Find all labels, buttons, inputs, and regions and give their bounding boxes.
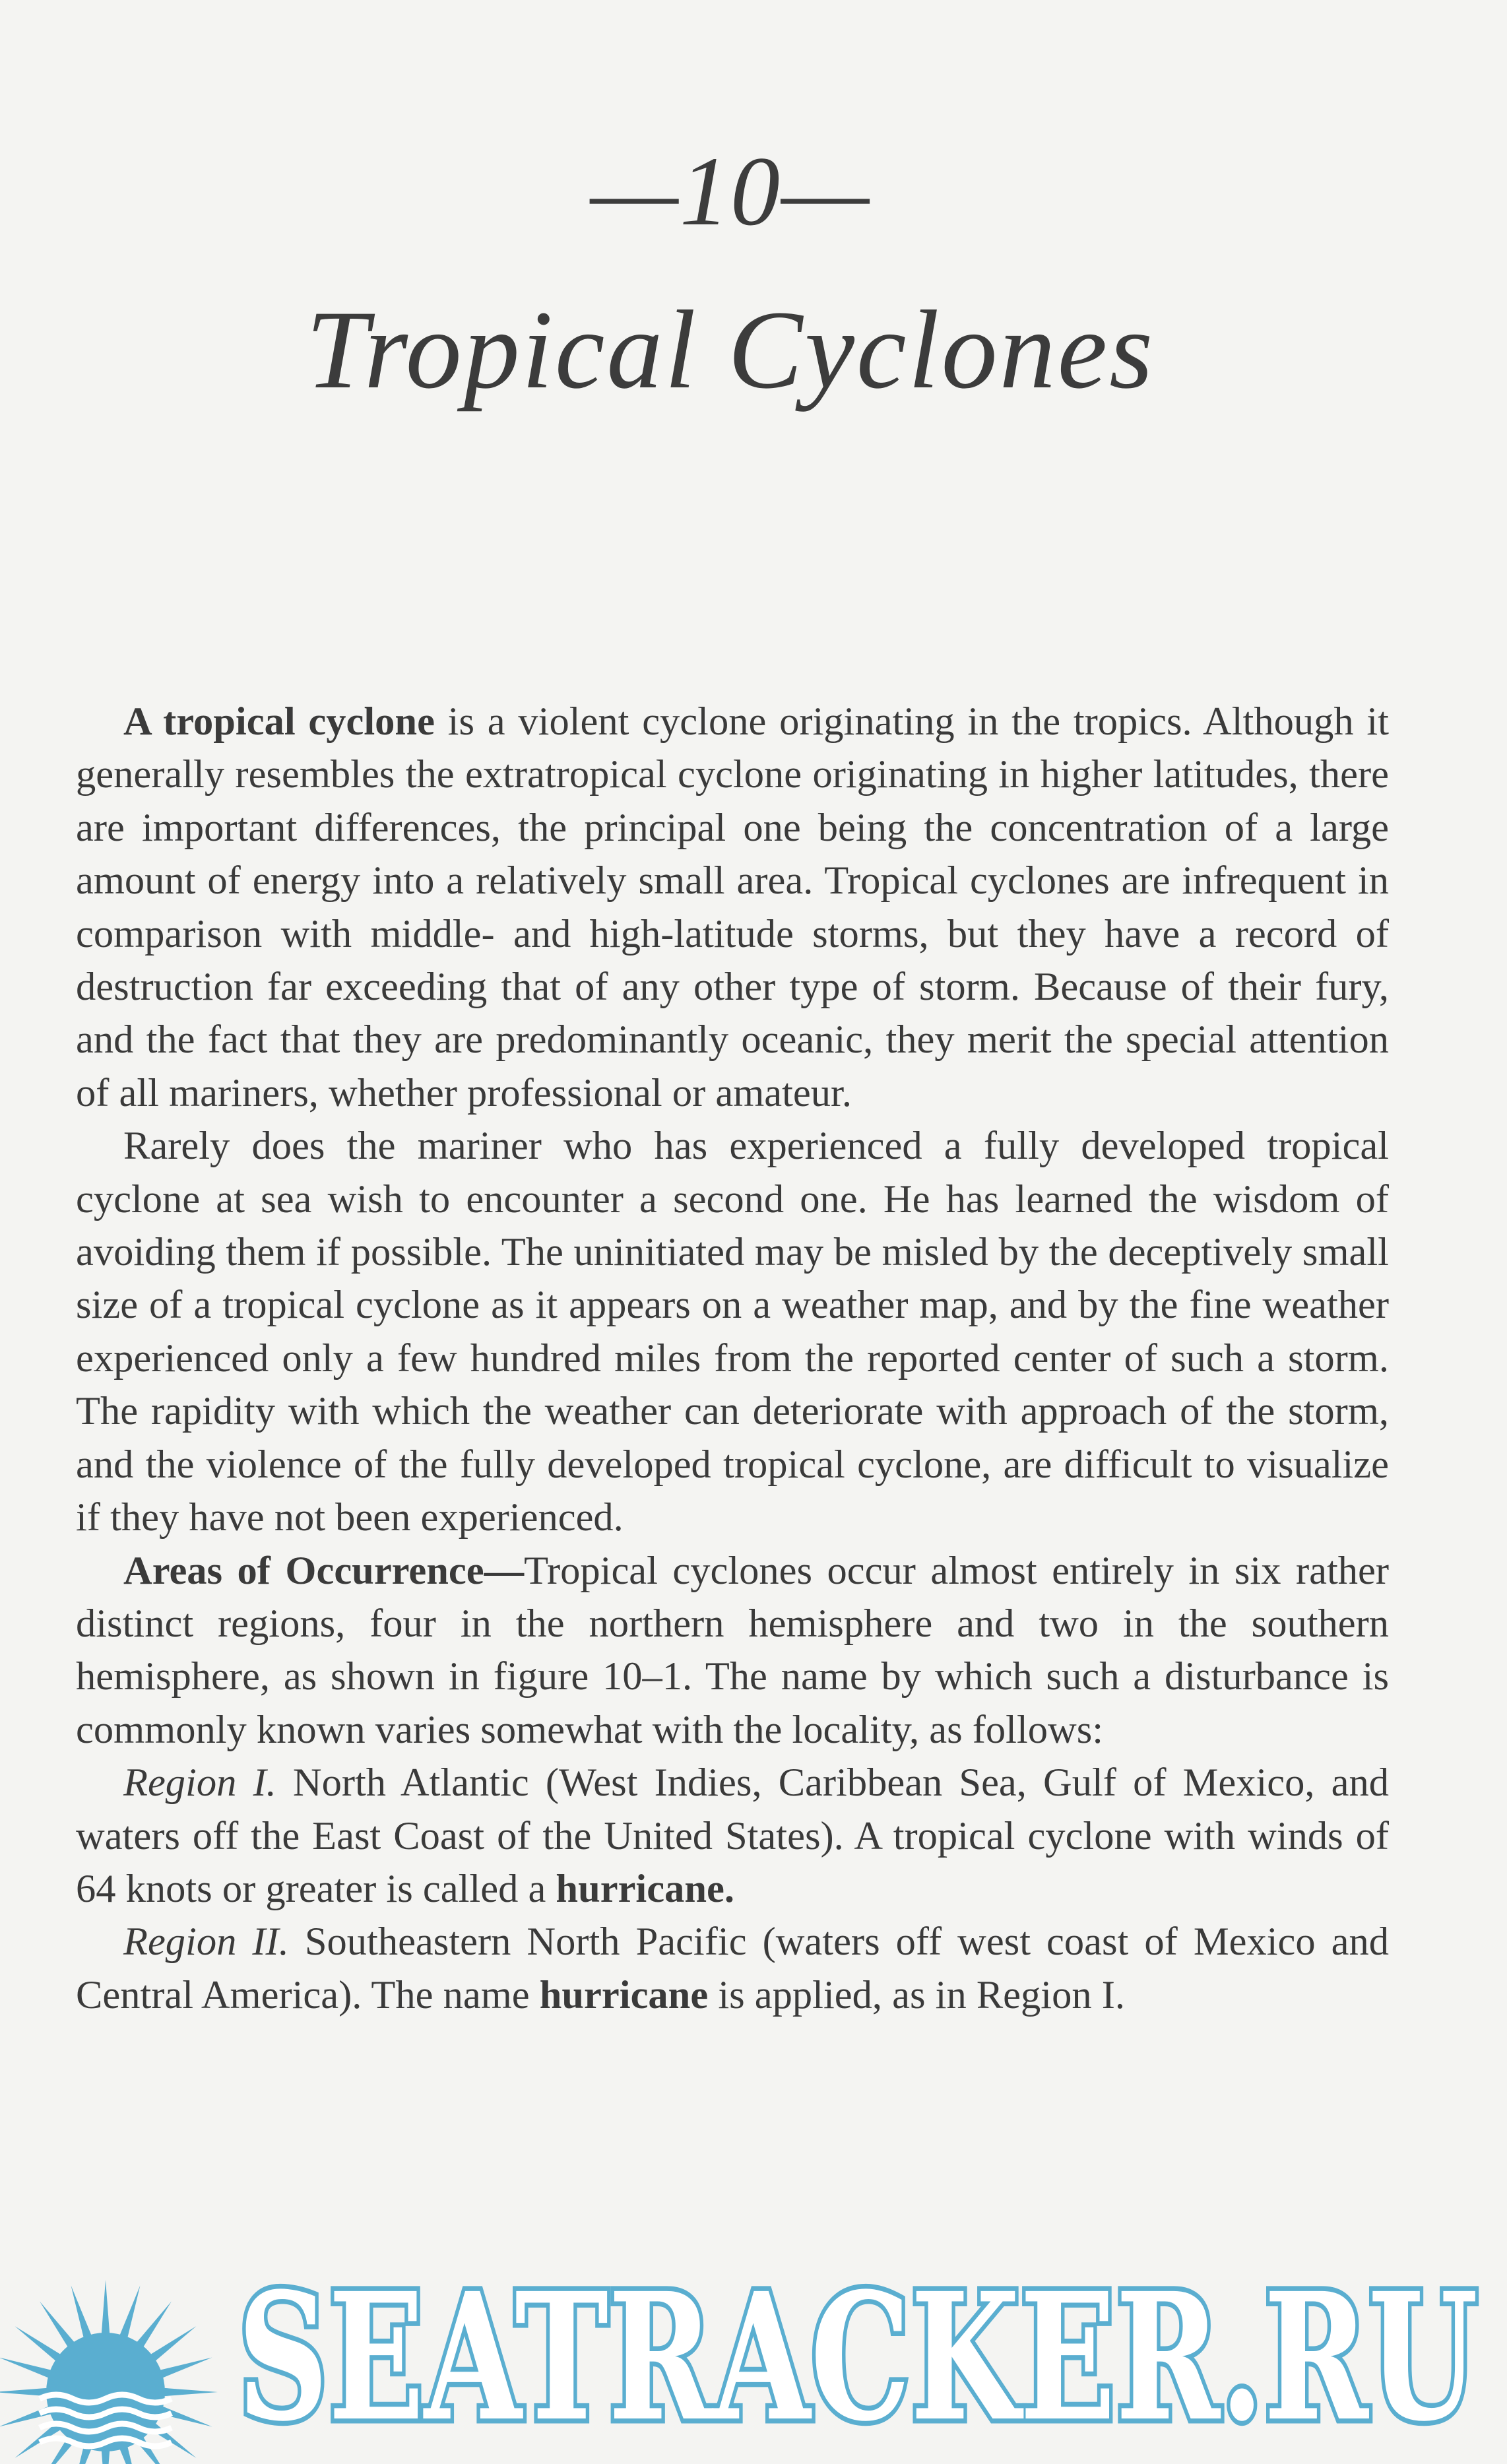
body-text: [76, 696, 1389, 2022]
watermark: [0, 2240, 1507, 2464]
paragraph-region-1: [76, 1757, 1389, 1916]
paragraph-areas: [76, 1545, 1389, 1757]
paragraph-text: North Atlantic (West Indies, Caribbean Sea, Gulf of Mexico, and waters off the East Coast of the United States). A tropical cyclone with winds of 64 knots or greater is called a: [76, 1761, 1390, 1911]
lead-term: A tropical cyclone: [123, 699, 435, 744]
section-heading: Areas of Occurrence—: [123, 1548, 525, 1593]
sun-icon: [0, 2280, 218, 2464]
chapter-title: Tropical Cyclones: [305, 288, 1155, 412]
paragraph-text: Rarely does the mariner who has experienced a fully developed tropical cyclone at sea wish to encounter a second one. He has learned the wisdom of avoiding them if possible. The uninitiated may be misled by the deceptively small size of a tropical cyclone as it appears on a weather map, and by the fine weather experienced only a few hundred miles from the reported center of such a storm. The rapidity with which the weather can deteriorate with approach of the storm, and the violence of the fully developed tropical cyclone, are difficult to visualize if they have not been experienced.: [76, 1124, 1389, 1540]
paragraph-intro: [76, 696, 1389, 1120]
chapter-number: —10—: [590, 137, 871, 246]
term-hurricane: hurricane: [539, 1972, 709, 2017]
paragraph-text: Tropical cyclones occur almost entirely in six rather distinct regions, four in the northern hemisphere and two in the southern hemisphere, as shown in figure 10–1. The name by which such a disturbance is commonly known varies somewhat with the locality, as follows:: [76, 1548, 1390, 1752]
paragraph-region-2: [76, 1916, 1389, 2022]
region-label: Region I.: [123, 1761, 276, 1805]
paragraph-end: is applied, as in Region I.: [708, 1972, 1125, 2017]
region-label: Region II.: [123, 1920, 289, 1964]
paragraph-mariner: [76, 1120, 1389, 1544]
paragraph-end: .: [724, 1866, 734, 1911]
watermark-text: SEATRACKER.RU: [238, 2255, 1478, 2460]
paragraph-text: is a violent cyclone originating in the tropics. Although it generally resembles the extratropical cyclone originating in higher latitudes, there are important differences, the principal one being the concentration of a large amount of energy into a relatively small area. Tropical cyclones are infrequent in comparison with middle- and high-latitude storms, but they have a record of destruction far exceeding that of any other type of storm. Because of their fury, and the fact that they are predominantly oceanic, they merit the special attention of all mariners, whether professional or amateur.: [76, 699, 1389, 1115]
term-hurricane: hurricane: [556, 1866, 724, 1911]
paragraph-text: Southeastern North Pacific (waters off west coast of Mexico and Central America). The name: [76, 1920, 1390, 2017]
